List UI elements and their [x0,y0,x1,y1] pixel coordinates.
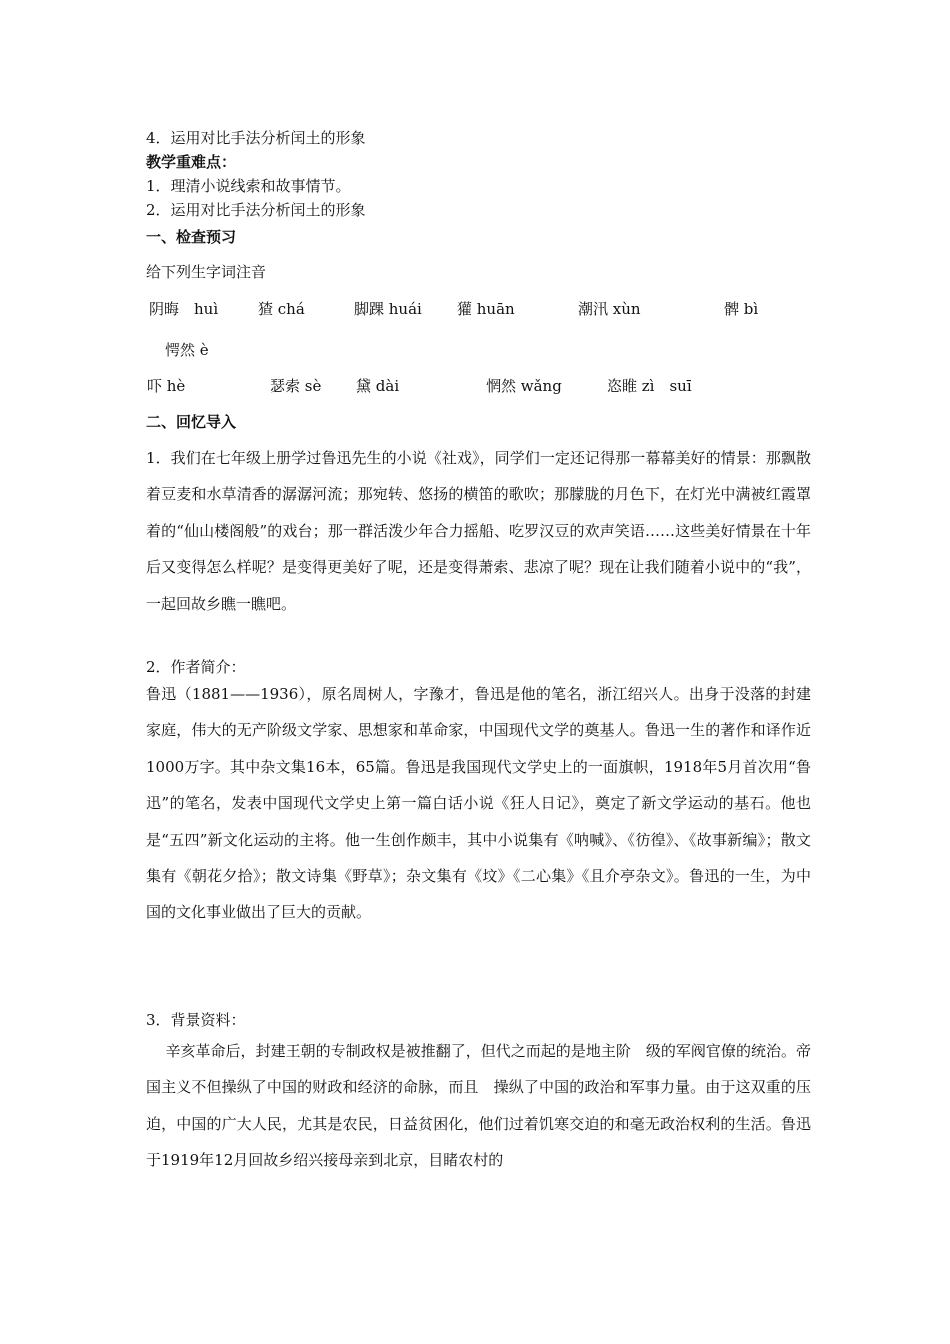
vocab-item: 獾 huān [457,300,515,318]
key-point-item-1: 1．理清小说线索和故事情节。 [146,177,351,195]
key-points-heading: 教学重难点： [146,153,237,171]
intro-paragraph: 1．我们在七年级上册学过鲁迅先生的小说《社戏》，同学们一定还记得那一幕幕美好的情景：那飘散着豆麦和水草清香的潺潺河流；那宛转、悠扬的横笛的歌吹；那朦胧的月色下，在灯光中满被红霞罩着的“仙山楼阁般”的戏台；那一群活泼少年合力摇船、吃罗汉豆的欢声笑语……这些美好情景在十年后又变得怎么样呢？是变得更美好了呢，还是变得萧索、悲凉了呢？现在让我们随着小说中的“我”，一起回故乡瞧一瞧吧。 [146,449,811,613]
vocab-item: 猹 chá [258,300,305,318]
vocab-item: 潮汛 xùn [578,300,641,318]
vocab-item: 吓 hè [147,377,186,395]
vocab-item: 髀 bì [724,300,759,318]
key-point-item-2: 2．运用对比手法分析闰土的形象 [146,201,366,219]
section-heading-review: 二、回忆导入 [146,413,237,431]
author-heading: 2．作者简介： [146,658,246,676]
background-paragraph: 辛亥革命后，封建王朝的专制政权是被推翻了，但代之而起的是地主阶 级的军阀官僚的统治。帝国主义不但操纵了中国的财政和经济的命脉，而且 操纵了中国的政治和军事力量。由于这双重的压迫，中国的广大人民，尤其是农民，日益贫困化，他们过着饥寒交迫的和毫无政治权利的生活。鲁迅于1919年12月回故乡绍兴接母亲到北京，目睹农村的 [146,1042,811,1170]
background-heading: 3．背景资料： [146,1011,246,1029]
vocab-instruction: 给下列生字词注音 [146,263,267,281]
vocab-item: 脚踝 huái [354,300,422,318]
section-heading-preview: 一、检查预习 [146,228,237,246]
vocab-item: 恣睢 zì suī [607,377,692,395]
vocab-item: 瑟索 sè [270,377,322,395]
author-paragraph: 鲁迅（1881——1936），原名周树人，字豫才，鲁迅是他的笔名，浙江绍兴人。出身于没落的封建家庭，伟大的无产阶级文学家、思想家和革命家，中国现代文学的奠基人。鲁迅一生的著作和译作近1000万字。其中杂文集16本，65篇。鲁迅是我国现代文学史上的一面旗帜，1918年5月首次用“鲁迅”的笔名，发表中国现代文学史上第一篇白话小说《狂人日记》，奠定了新文学运动的基石。他也是“五四”新文化运动的主将。他一生创作颇丰，其中小说集有《呐喊》、《彷徨》、《故事新编》；散文集有《朝花夕拾》；散文诗集《野草》；杂文集有《坟》《二心集》《且介亭杂文》。鲁迅的一生，为中国的文化事业做出了巨大的贡献。 [146,685,811,922]
objective-item-4: 4．运用对比手法分析闰土的形象 [146,129,366,147]
vocab-item: 愕然 è [165,341,209,359]
vocab-item: 惘然 wǎng [486,377,562,395]
vocab-item: 阴晦 huì [149,300,219,318]
vocab-item: 黛 dài [356,377,400,395]
